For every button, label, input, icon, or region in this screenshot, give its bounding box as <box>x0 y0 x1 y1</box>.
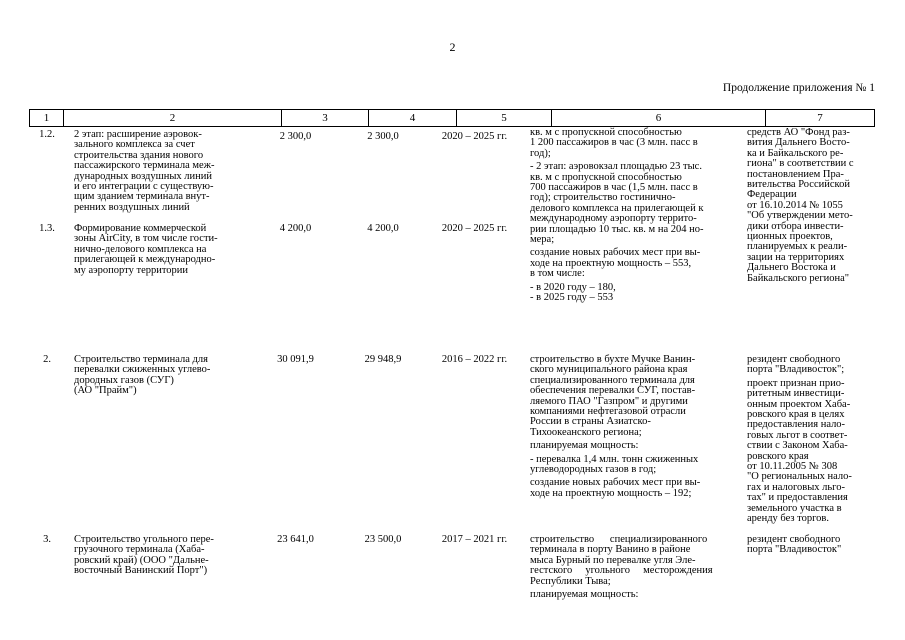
row-period: 2017 – 2021 гг. <box>441 534 508 545</box>
description-paragraph: создание новых рабочих мест при вы- ходе на проектную мощность – 192; <box>530 477 701 499</box>
description-paragraph: строительство специализированного терминала в порту Ванино в районе мыса Бурный по перевалке угля Эле- гестского угольного месторождения Республики Тыва; <box>530 534 713 587</box>
row-number: 1.2. <box>39 129 55 140</box>
header-col-1: 1 <box>30 110 64 126</box>
row-value-col4: 23 500,0 <box>364 534 402 545</box>
row-number: 2. <box>43 354 51 365</box>
description-paragraph: - в 2020 году – 180, - в 2025 году – 553 <box>530 281 616 304</box>
col6-description-block <box>530 535 740 600</box>
row-period: 2016 – 2022 гг. <box>441 354 508 365</box>
header-col-2: 2 <box>64 110 282 126</box>
col7-note-block: средств АО "Фонд раз- вития Дальнего Восто- ка и Байкальского ре- гиона" в соответствии с постановлением Пра- вительства Российской Федерации от 16.10.2014 № 1055 "Об утверждении мето- дики отбора инвести- ционных проектов, планируемых к реали- зации на территориях Дальнего Востока и Байкальского региона" <box>747 127 854 284</box>
row-number: 3. <box>43 534 51 545</box>
row-value-col4: 4 200,0 <box>367 223 399 234</box>
note-paragraph: проект признан прио- ритетным инвестици- онным проектом Хаба- ровского края в целях предоставления нало- говых льгот в соответ- ствии с Законом Хаба- ровского края от 10.11.2005 № 308 "О региональных нало- гах и налоговых льго- тах" и предоставления земельного участка в аренду без торгов. <box>747 377 852 525</box>
col6-description-block <box>530 355 740 499</box>
header-col-6: 6 <box>552 110 766 126</box>
row-value-col3: 30 091,9 <box>277 354 314 365</box>
description-paragraph: строительство в бухте Мучке Ванин- ского муниципального района края специализированного терминала для обеспечения перевалки СУГ, постав- ляемого ПАО "Газпром" и другими компаниями нефтегазовой отрасли России в страны Азиатско- Тихоокеанского региона; <box>530 354 696 438</box>
description-paragraph: планируемая мощность: <box>530 440 639 452</box>
row-period: 2020 – 2025 гг. <box>441 131 508 142</box>
description-paragraph: - перевалка 1,4 млн. тонн сжиженных углеводородных газов в год; <box>530 453 699 476</box>
row-value-col3: 4 200,0 <box>279 223 312 234</box>
col6-description-block <box>530 128 740 304</box>
header-col-3: 3 <box>282 110 369 126</box>
description-paragraph: создание новых рабочих мест при вы- ходе на проектную мощность – 553, в том числе: <box>530 247 701 280</box>
row-number: 1.3. <box>39 223 55 234</box>
note-paragraph: резидент свободного порта "Владивосток"; <box>747 354 845 376</box>
description-paragraph: планируемая мощность: <box>530 589 639 601</box>
row-name: 2 этап: расширение аэровок- зального комплекса за счет строительства здания нового пассажирского терминала меж- дународных воздушных линий и его интеграции с существую- щим зданием терминала внут- ренних воздушных линий <box>74 129 215 213</box>
row-value-col4: 29 948,9 <box>364 354 402 365</box>
row-value-col3: 2 300,0 <box>279 131 312 142</box>
header-col-4: 4 <box>369 110 457 126</box>
row-name: Формирование коммерческой зоны AirCity, в том числе гости- нично-делового комплекса на прилегающей к международно- му аэропорту территории <box>74 223 218 276</box>
row-value-col4: 2 300,0 <box>367 131 399 142</box>
row-name: Строительство угольного пере- грузочного терминала (Хаба- ровский край) (ООО "Дальне- восточный Ванинский Порт") <box>74 534 214 577</box>
continuation-caption: Продолжение приложения № 1 <box>722 82 875 94</box>
description-paragraph: - 2 этап: аэровокзал площадью 23 тыс. кв. м с пропускной способностью 700 пассажиров в час (1,5 млн. пасс в год); строительство гостинично- делового комплекса на прилегающей к международному аэропорту террито- рии площадью 10 тыс. кв. м на 204 но- мера; <box>530 161 704 246</box>
table-header <box>29 109 875 127</box>
row-period: 2020 – 2025 гг. <box>441 223 508 234</box>
col7-note-block: резидент свободного порта "Владивосток" <box>747 534 842 556</box>
col7-note-block <box>747 355 852 525</box>
page-number: 2 <box>449 40 456 54</box>
row-value-col3: 23 641,0 <box>277 534 314 545</box>
description-paragraph: кв. м с пропускной способностью 1 200 пассажиров в час (3 млн. пасс в год); <box>530 127 698 159</box>
row-name: Строительство терминала для перевалки сжиженных углево- дородных газов (СУГ) (АО "Прайм") <box>74 354 211 397</box>
header-col-7: 7 <box>817 112 823 124</box>
header-col-5: 5 <box>457 110 552 126</box>
